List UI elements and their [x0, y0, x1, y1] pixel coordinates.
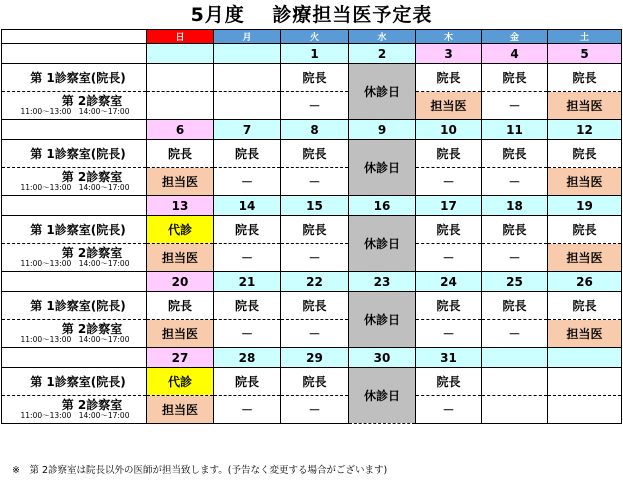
- date-cell: 17: [416, 196, 482, 216]
- room2-cell: －: [214, 396, 281, 424]
- room1-cell: 院長: [416, 140, 482, 168]
- room2-hours: 11:00～13:00 14:00～17:00: [20, 183, 130, 192]
- date-label-cell: [2, 348, 147, 368]
- room2-hours: 11:00～13:00 14:00～17:00: [20, 411, 130, 420]
- room1-row: [2, 216, 622, 244]
- room2-row: [2, 168, 622, 196]
- room2-label: 第 2診察室: [61, 170, 123, 184]
- room2-label: 第 2診察室: [61, 246, 123, 260]
- room2-cell: [548, 396, 622, 424]
- page-title: 5月度 診療担当医予定表: [190, 4, 433, 26]
- room2-hours: 11:00～13:00 14:00～17:00: [20, 259, 130, 268]
- date-cell: 1: [281, 44, 349, 64]
- room1-cell: 院長: [482, 64, 548, 92]
- room1-cell: 院長: [416, 292, 482, 320]
- date-cell: 8: [281, 120, 349, 140]
- room1-cell: 院長: [281, 292, 349, 320]
- room2-cell: －: [416, 396, 482, 424]
- date-cell: 6: [147, 120, 214, 140]
- footnote: ※ 第 2診察室は院長以外の医師が担当致します。(予告なく変更する場合がございます): [12, 465, 388, 476]
- weekday-header-row: [2, 30, 622, 44]
- room2-cell: 担当医: [147, 244, 214, 272]
- room2-label: 第 2診察室: [61, 94, 123, 108]
- date-cell: [482, 348, 548, 368]
- room2-cell: 担当医: [548, 92, 622, 120]
- room2-cell: 担当医: [548, 168, 622, 196]
- room2-row: [2, 244, 622, 272]
- closed-day-cell: 休診日: [349, 64, 416, 120]
- room1-cell: 代診: [147, 216, 214, 244]
- room1-cell: 院長: [416, 216, 482, 244]
- weekday-sun: 日: [147, 30, 214, 44]
- room2-cell: －: [482, 92, 548, 120]
- room1-cell: [214, 64, 281, 92]
- room2-cell: －: [281, 92, 349, 120]
- room1-label-cell: [2, 216, 147, 244]
- room1-label-cell: [2, 292, 147, 320]
- date-cell: 22: [281, 272, 349, 292]
- room1-cell: 院長: [147, 140, 214, 168]
- date-cell: 13: [147, 196, 214, 216]
- room2-cell: －: [482, 320, 548, 348]
- closed-day-cell: 休診日: [349, 292, 416, 348]
- room2-cell: －: [281, 396, 349, 424]
- room2-cell: [482, 396, 548, 424]
- room1-cell: 院長: [281, 140, 349, 168]
- room1-label: 第 1診察室(院長): [30, 71, 126, 85]
- room1-cell: 院長: [548, 292, 622, 320]
- date-cell: 14: [214, 196, 281, 216]
- room2-label-cell: [2, 168, 147, 196]
- date-cell: 12: [548, 120, 622, 140]
- room1-row: [2, 140, 622, 168]
- date-cell: 24: [416, 272, 482, 292]
- date-cell: 29: [281, 348, 349, 368]
- room1-cell: 院長: [482, 216, 548, 244]
- date-label-cell: [2, 44, 147, 64]
- weekday-mon: 月: [214, 30, 281, 44]
- room1-cell: 院長: [281, 64, 349, 92]
- room1-cell: 院長: [281, 216, 349, 244]
- room1-label-cell: [2, 140, 147, 168]
- date-cell: 21: [214, 272, 281, 292]
- room1-cell: 院長: [548, 216, 622, 244]
- schedule-body: [2, 30, 622, 424]
- schedule-table: [1, 29, 622, 424]
- room2-cell: 担当医: [147, 320, 214, 348]
- date-cell: 27: [147, 348, 214, 368]
- room1-cell: 院長: [147, 292, 214, 320]
- room1-cell: 院長: [482, 292, 548, 320]
- room2-label-cell: [2, 92, 147, 120]
- room2-cell: 担当医: [147, 396, 214, 424]
- date-row: [2, 272, 622, 292]
- room2-label: 第 2診察室: [61, 398, 123, 412]
- weekday-thu: 木: [416, 30, 482, 44]
- date-cell: 18: [482, 196, 548, 216]
- date-cell: 16: [349, 196, 416, 216]
- weekday-tue: 火: [281, 30, 349, 44]
- closed-day-cell: 休診日: [349, 216, 416, 272]
- room2-cell: －: [416, 320, 482, 348]
- room2-cell: －: [416, 168, 482, 196]
- date-cell: 31: [416, 348, 482, 368]
- date-cell: 26: [548, 272, 622, 292]
- room2-row: [2, 92, 622, 120]
- room2-cell: 担当医: [548, 320, 622, 348]
- room2-cell: －: [281, 320, 349, 348]
- room1-cell: [548, 368, 622, 396]
- closed-day-cell: 休診日: [349, 368, 416, 424]
- room2-label: 第 2診察室: [61, 322, 123, 336]
- corner-cell: [2, 30, 147, 44]
- date-cell: [214, 44, 281, 64]
- room1-cell: 院長: [482, 140, 548, 168]
- date-cell: 4: [482, 44, 548, 64]
- room1-cell: [147, 64, 214, 92]
- date-cell: 9: [349, 120, 416, 140]
- date-label-cell: [2, 120, 147, 140]
- room2-cell: [147, 92, 214, 120]
- date-cell: 5: [548, 44, 622, 64]
- room1-cell: 代診: [147, 368, 214, 396]
- room1-label-cell: [2, 64, 147, 92]
- room1-row: [2, 368, 622, 396]
- room1-cell: [482, 368, 548, 396]
- date-cell: 11: [482, 120, 548, 140]
- date-cell: 28: [214, 348, 281, 368]
- weekday-wed: 水: [349, 30, 416, 44]
- room1-label: 第 1診察室(院長): [30, 299, 126, 313]
- date-label-cell: [2, 272, 147, 292]
- weekday-sat: 土: [548, 30, 622, 44]
- date-cell: 19: [548, 196, 622, 216]
- weekday-fri: 金: [482, 30, 548, 44]
- date-cell: [147, 44, 214, 64]
- date-cell: 20: [147, 272, 214, 292]
- room2-cell: －: [214, 320, 281, 348]
- room2-label-cell: [2, 396, 147, 424]
- room1-cell: 院長: [214, 368, 281, 396]
- room2-cell: －: [416, 244, 482, 272]
- room2-cell: －: [482, 168, 548, 196]
- room2-label-cell: [2, 320, 147, 348]
- date-row: [2, 44, 622, 64]
- room1-row: [2, 292, 622, 320]
- room2-cell: 担当医: [147, 168, 214, 196]
- date-cell: 15: [281, 196, 349, 216]
- room2-cell: －: [214, 168, 281, 196]
- room1-label: 第 1診察室(院長): [30, 223, 126, 237]
- room2-cell: －: [281, 168, 349, 196]
- room1-label: 第 1診察室(院長): [30, 375, 126, 389]
- date-cell: 10: [416, 120, 482, 140]
- date-cell: 3: [416, 44, 482, 64]
- date-row: [2, 196, 622, 216]
- room1-cell: 院長: [281, 368, 349, 396]
- date-row: [2, 120, 622, 140]
- date-cell: 30: [349, 348, 416, 368]
- room2-row: [2, 396, 622, 424]
- date-label-cell: [2, 196, 147, 216]
- room2-row: [2, 320, 622, 348]
- room1-cell: 院長: [416, 368, 482, 396]
- room1-cell: 院長: [214, 292, 281, 320]
- room2-label-cell: [2, 244, 147, 272]
- room2-hours: 11:00～13:00 14:00～17:00: [20, 335, 130, 344]
- room1-cell: 院長: [214, 140, 281, 168]
- date-cell: 23: [349, 272, 416, 292]
- room1-cell: 院長: [214, 216, 281, 244]
- room1-cell: 院長: [548, 140, 622, 168]
- room2-cell: －: [281, 244, 349, 272]
- room2-cell: 担当医: [416, 92, 482, 120]
- room2-cell: 担当医: [548, 244, 622, 272]
- date-cell: [548, 348, 622, 368]
- room2-cell: －: [214, 244, 281, 272]
- room1-label: 第 1診察室(院長): [30, 147, 126, 161]
- room1-row: [2, 64, 622, 92]
- room2-hours: 11:00～13:00 14:00～17:00: [20, 107, 130, 116]
- room2-cell: [214, 92, 281, 120]
- room1-label-cell: [2, 368, 147, 396]
- date-cell: 2: [349, 44, 416, 64]
- room1-cell: 院長: [416, 64, 482, 92]
- room2-cell: －: [482, 244, 548, 272]
- date-cell: 25: [482, 272, 548, 292]
- date-row: [2, 348, 622, 368]
- closed-day-cell: 休診日: [349, 140, 416, 196]
- room1-cell: 院長: [548, 64, 622, 92]
- date-cell: 7: [214, 120, 281, 140]
